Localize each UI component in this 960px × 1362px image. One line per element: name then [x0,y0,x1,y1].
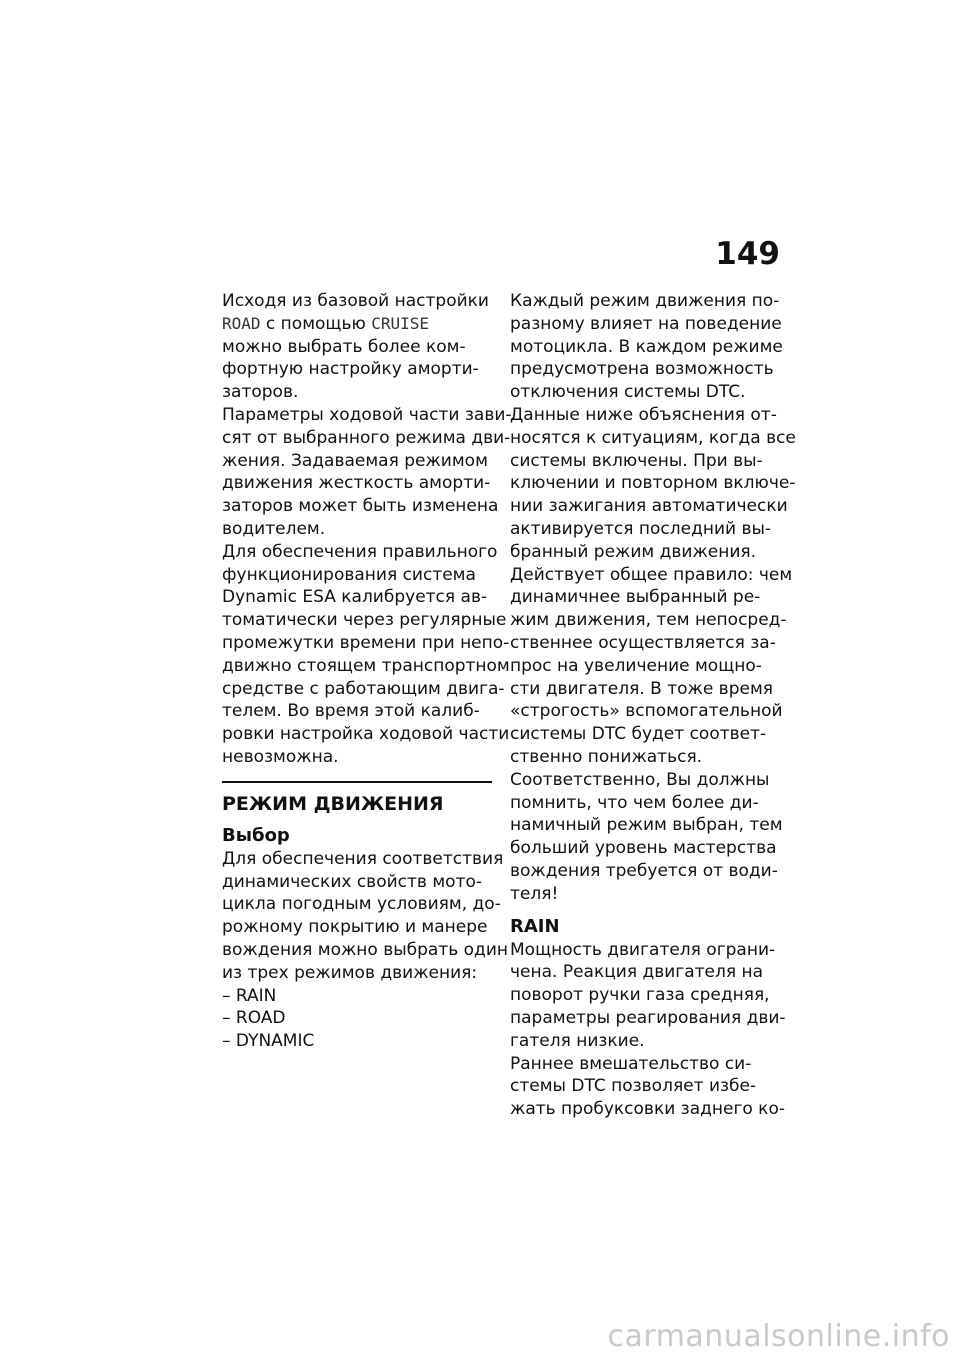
text-line: жения. Задаваемая режимом [222,450,488,471]
text-line: Каждый режим движения по- [510,291,780,311]
text-line: больший уровень мастерства [510,838,777,859]
text-line: фортную настройку аморти- [222,359,479,380]
text-line: разному влияет на поведение [510,313,782,334]
text-line: нии зажигания автоматически [510,496,788,517]
text-line: функционирования система [222,564,476,585]
text-line: активируется последний вы- [510,518,772,539]
text-line: Dynamic ESA калибруется ав- [222,587,488,608]
text-line: рожному покрытию и манере [222,917,488,938]
text-line: намичный режим выбран, тем [510,815,783,836]
text-line: цикла погодным условиям, до- [222,894,501,915]
text-line: помнить, что чем более ди- [510,792,759,813]
text-line: телем. Во время этой калиб- [222,701,480,722]
watermark: carmanualsonline.info [607,1319,950,1354]
text-line: сти двигателя. В тоже время [510,678,774,699]
text-line: динамических свойств мото- [222,871,482,892]
text-line: прос на увеличение мощно- [510,655,762,676]
text-line: ровки настройка ходовой части [222,724,510,745]
list-item: – DYNAMIC [222,1031,315,1052]
text-line: средстве с работающим двига- [222,678,505,699]
text-line: сят от выбранного режима дви- [222,427,511,448]
text-line: томатически через регулярные [222,610,507,631]
text-line: параметры реагирования дви- [510,1007,786,1028]
text-line: теля! [510,883,559,904]
text-line: бранный режим движения. [510,541,757,562]
text-line: из трех режимов движения: [222,962,478,983]
text-line: системы DTC будет соответ- [510,724,767,745]
text-line: Данные ниже объяснения от- [510,404,777,425]
text-line: чена. Реакция двигателя на [510,962,764,983]
text-line: вождения требуется от води- [510,860,778,881]
text-line [222,313,494,336]
page-number: 149 [715,236,780,272]
text-line: динамичнее выбранный ре- [510,587,761,608]
text-line: невозможна. [222,746,339,767]
text-line: ственнее осуществляется за- [510,632,776,653]
text-line: предусмотрена возможность [510,359,774,380]
text-line: поворот ручки газа средняя, [510,985,770,1006]
text-line: Для обеспечения правильного [222,541,498,562]
text-line: Для обеспечения соответствия [222,848,504,869]
section-divider [222,781,492,783]
text-line: Параметры ходовой части зави- [222,404,512,425]
text-line: Раннее вмешательство си- [510,1053,752,1074]
text-line: Соответственно, Вы должны [510,769,770,790]
text-line: ственно понижаться. [510,746,703,767]
right-column [510,290,796,1121]
subsection-title: Выбор [222,824,290,846]
list-item: – RAIN [222,985,277,1006]
code-cruise: CRUISE [371,313,429,333]
left-column [222,290,512,1053]
text-line: промежутки времени при непо- [222,632,510,653]
text-line: движно стоящем транспортном [222,655,510,676]
text-line: Действует общее правило: чем [510,564,793,585]
text-line: вождения можно выбрать один [222,939,508,960]
list-item: – ROAD [222,1008,286,1029]
text-line: жать пробуксовки заднего ко- [510,1099,785,1120]
text-line: отключения системы DTC. [510,382,746,403]
text-line: заторов. [222,382,299,403]
text-line: движения жесткость аморти- [222,473,491,494]
text-line: водителем. [222,518,326,539]
code-road: ROAD [222,313,261,333]
text-line: системы включены. При вы- [510,450,763,471]
text-line: стемы DTC позволяет избе- [510,1076,757,1097]
text-fragment: с помощью [260,313,372,334]
text-line: можно выбрать более ком- [222,336,466,357]
text-line: заторов может быть изменена [222,496,499,517]
text-line: гателя низкие. [510,1030,645,1051]
section-title: РЕЖИМ ДВИЖЕНИЯ [222,792,444,815]
text-line: Исходя из базовой настройки [222,291,489,311]
text-line: мотоцикла. В каждом режиме [510,336,783,357]
text-line: «строгость» вспомогательной [510,701,783,722]
text-line: ключении и повторном включе- [510,473,796,494]
rain-title: RAIN [510,915,560,937]
text-line: жим движения, тем непосред- [510,610,787,631]
text-line: Мощность двигателя ограни- [510,939,776,960]
text-line: носятся к ситуациям, когда все [510,427,796,448]
